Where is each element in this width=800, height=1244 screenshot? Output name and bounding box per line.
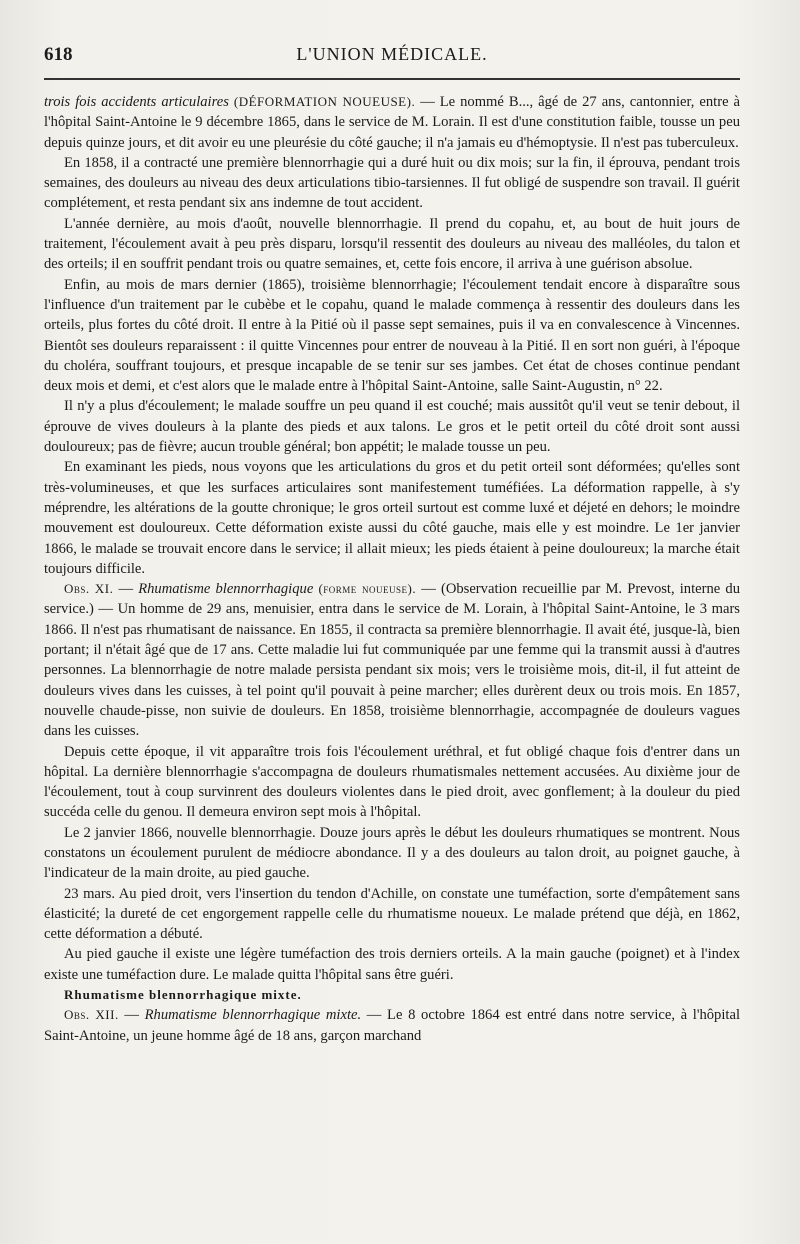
paragraph-text: — Le nommé B..., âgé de 27 ans, cantonnier, entre à l'hôpital Saint-Antoine le 9 décembre 1865, dans le service de M. Lorain. Il est d'une constitution faible, tousse un peu depuis quinze jours, et dit avoir eu une pleurésie du côté gauche; il n'a jamais eu d'hémoptysie. Il n'est pas tuberculeux.: [44, 94, 741, 151]
paragraph-obs11: [44, 579, 740, 741]
observation-form: (forme noueuse).: [318, 581, 417, 597]
case-title: trois fois accidents articulaires: [44, 94, 229, 110]
observation-title: Rhumatisme blennorrhagique mixte.: [144, 1007, 362, 1024]
dash: —: [118, 1007, 145, 1024]
paragraph-text: — (Observation recueillie par M. Prevost, interne du service.) — Un homme de 29 ans, menuisier, entra dans le service de M. Lorain, à l'hôpital Saint-Antoine, le 3 mars 1866. Il n'est pas rhumatisant de naissance. En 1855, il contracta sa première blennorrhagie. Il avait été, jusque-là, bien portant; il n'était âgé que de 17 ans. Cette maladie lui fut communiquée par une femme qui la transmit aussi à d'autres personnes. La blennorrhagie de notre malade persista pendant six mois; vers le troisième mois, dit-il, il fut atteint de douleurs vives dans les cuisses, à tel point qu'il pouvait à peine marcher; elles durèrent deux ou trois mois. En 1857, nouvelle chaude-pisse, non suivie de douleurs. En 1858, troisième blennorrhagie, accompagnée de douleurs vagues dans les cuisses.: [44, 581, 740, 740]
running-title: L'UNION MÉDICALE.: [296, 44, 488, 64]
paragraph-annee-derniere: L'année dernière, au mois d'août, nouvelle blennorrhagie. Il prend du copahu, et, au bout de huit jours de traitement, l'écoulement avait à peu près disparu, lorsqu'il ressentit des douleurs au niveau des malléoles, du talon et des orteils; il en souffrit pendant trois ou quatre semaines, et, cette fois encore, il arriva à une guérison absolue.: [44, 215, 740, 273]
paragraph-ecoulement: Il n'y a plus d'écoulement; le malade souffre un peu quand il est couché; mais aussitôt qu'il veut se tenir debout, il éprouve de vives douleurs à la plante des pieds et aux talons. Le gros et le petit orteil du côté droit sont aussi douloureux; pas de fièvre; aucun trouble général; bon appétit; le malade tousse un peu.: [44, 398, 740, 456]
paragraph-examen-pieds: En examinant les pieds, nous voyons que les articulations du gros et du petit orteil sont déformées; qu'elles sont très-volumineuses, et que les surfaces articulaires sont manifestement tuméfiées. La déformation rappelle, à s'y méprendre, les altérations de la goutte chronique; le gros orteil surtout est comme luxé et déjeté en dehors; le moindre mouvement est douloureux. Cette déformation existe aussi du côté gauche, mais elle y est moindre. Le 1er janvier 1866, le malade se trouvait encore dans le service; il allait mieux; les pieds étaient à peine douloureux; la marche était toujours difficile.: [44, 459, 740, 577]
observation-label: Obs. XI.: [64, 581, 114, 597]
page-header: [44, 44, 740, 80]
page-number: 618: [44, 44, 73, 65]
paragraph-obs10-continuation: [44, 92, 740, 153]
observation-title: Rhumatisme blennorrhagique: [138, 581, 314, 598]
paragraph-1858: En 1858, il a contracté une première blennorrhagie qui a duré huit ou dix mois; sur la fin, il éprouva, pendant trois semaines, des douleurs au niveau des deux articulations tibio-tarsiennes. Il fut obligé de suspendre son travail. Il guérit complétement, et resta pendant six ans indemne de tout accident.: [44, 154, 740, 212]
paragraph-text: — Le 8 octobre 1864 est entré dans notre service, à l'hôpital Saint-Antoine, un jeune homme âgé de 18 ans, garçon marchand: [44, 1007, 741, 1044]
paragraph-depuis: Depuis cette époque, il vit apparaître trois fois l'écoulement uréthral, et fut obligé chaque fois d'entrer dans un hôpital. La dernière blennorrhagie s'accompagna de douleurs rhumatismales nettement accusées. Au dixième jour de l'écoulement, tout à coup survinrent des douleurs violentes dans le pied droit, avec gonflement; à la douleur du pied succéda celle du genou. Il demeura environ sept mois à l'hôpital.: [44, 743, 740, 821]
body-text: [44, 92, 740, 1046]
dash: —: [113, 581, 139, 598]
paragraph-23-mars: 23 mars. Au pied droit, vers l'insertion du tendon d'Achille, on constate une tuméfaction, sorte d'empâtement sans élasticité; la dureté de cet engorgement rappelle celle du rhumatisme noueux. Le malade prétend que déjà, en 1862, cette déformation a débuté.: [44, 885, 740, 943]
paragraph-obs12: [44, 1005, 740, 1046]
paragraph-2-janvier: Le 2 janvier 1866, nouvelle blennorrhagie. Douze jours après le début les douleurs rhumatiques se montrent. Nous constatons un écoulement purulent de médiocre abondance. Il y a des douleurs au talon droit, au poignet gauche, à l'indicateur de la main droite, au pied gauche.: [44, 824, 740, 882]
case-label: (DÉFORMATION NOUEUSE).: [233, 94, 416, 109]
paragraph-enfin: Enfin, au mois de mars dernier (1865), troisième blennorrhagie; l'écoulement tendait encore à disparaître sous l'influence d'un traitement par le cubèbe et le copahu, quand le malade commença à ressentir des douleurs dans les orteils, plus fortes du côté droit. Il entre à la Pitié où il passe sept semaines, puis il va en convalescence à Vincennes. Bientôt ses douleurs reparaissent : il quitte Vincennes pour entrer de nouveau à la Pitié. Il en sort non guéri, à l'époque du choléra, souffrant toujours, et presque incapable de se tenir sur ses jambes. Cet état de choses continue pendant deux mois et demi, et c'est alors que le malade entre à l'hôpital Saint-Antoine, salle Saint-Augustin, n° 22.: [44, 276, 740, 395]
paragraph-pied-gauche: Au pied gauche il existe une légère tuméfaction des trois derniers orteils. A la main gauche (poignet) et à l'index existe une tuméfaction dure. Le malade quitta l'hôpital sans être guéri.: [44, 946, 740, 983]
observation-label: Obs. XII.: [64, 1007, 119, 1023]
section-subheading: Rhumatisme blennorrhagique mixte.: [64, 987, 302, 1003]
